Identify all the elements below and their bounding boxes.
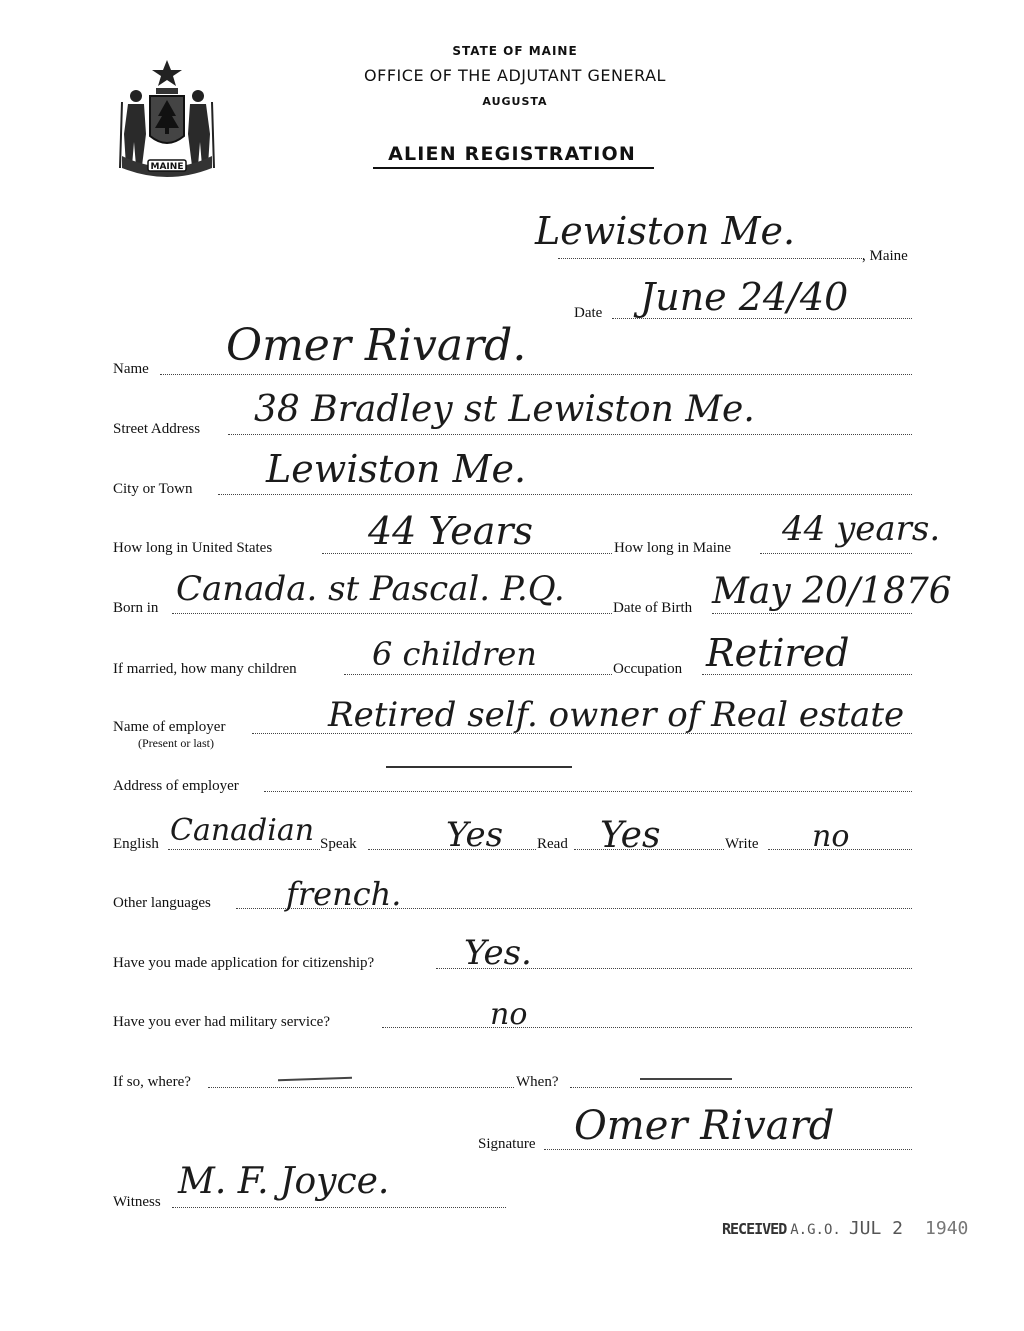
svg-text:MAINE: MAINE (150, 162, 184, 172)
us-duration-dotted-line (322, 553, 612, 554)
header-state: STATE OF MAINE (452, 44, 578, 58)
street-value: 38 Bradley st Lewiston Me. (254, 389, 755, 430)
employer-address-label: Address of employer (113, 778, 239, 794)
military-label: Have you ever had military service? (113, 1014, 330, 1030)
name-dotted-line (160, 374, 912, 375)
born-value: Canada. st Pascal. P.Q. (176, 569, 565, 609)
street-dotted-line (228, 434, 912, 435)
employer-value: Retired self. owner of Real estate (328, 695, 905, 735)
children-dotted-line (344, 674, 612, 675)
write-value: no (812, 819, 850, 854)
stamp-date: JUL 2 (848, 1218, 904, 1239)
when-dash-mark (640, 1078, 732, 1080)
write-label: Write (725, 836, 759, 852)
form-title: ALIEN REGISTRATION (388, 143, 636, 165)
military-dotted-line (382, 1027, 912, 1028)
occupation-value: Retired (706, 631, 850, 675)
date-label: Date (574, 305, 603, 321)
witness-value: M. F. Joyce. (178, 1161, 390, 1202)
place-dotted-line (558, 258, 864, 259)
where-dash-mark (278, 1077, 352, 1082)
signature-dotted-line (544, 1149, 912, 1150)
where-label: If so, where? (113, 1074, 191, 1090)
street-label: Street Address (113, 421, 201, 437)
header-office: OFFICE OF THE ADJUTANT GENERAL (364, 66, 666, 85)
employer-sublabel: (Present or last) (138, 736, 214, 750)
english-label: English (113, 836, 159, 852)
other-languages-value: french. (286, 875, 402, 913)
maine-duration-value: 44 years. (782, 509, 941, 549)
name-label: Name (113, 361, 149, 377)
occupation-label: Occupation (613, 661, 683, 677)
english-value: Canadian (170, 813, 315, 848)
signature-value: Omer Rivard (574, 1103, 835, 1149)
city-label: City or Town (113, 481, 193, 497)
dob-label: Date of Birth (613, 600, 693, 616)
speak-label: Speak (320, 836, 357, 852)
date-value: June 24/40 (640, 275, 849, 319)
us-duration-label: How long in United States (113, 540, 273, 556)
maine-duration-label: How long in Maine (614, 540, 732, 556)
speak-value: Yes (446, 815, 504, 855)
other-languages-label: Other languages (113, 895, 211, 911)
when-dotted-line (570, 1087, 912, 1088)
employer-address-dotted-line (264, 791, 912, 792)
children-label: If married, how many children (113, 661, 297, 677)
read-value: Yes (600, 815, 661, 856)
place-value: Lewiston Me. (535, 209, 796, 253)
dob-value: May 20/1876 (712, 571, 952, 612)
dob-dotted-line (712, 613, 912, 614)
stamp-received: RECEIVED (722, 1220, 787, 1238)
place-suffix-label: , Maine (862, 248, 908, 264)
name-value: Omer Rivard. (226, 320, 527, 371)
citizenship-label: Have you made application for citizenship? (113, 955, 375, 971)
witness-label: Witness (113, 1194, 161, 1210)
read-label: Read (537, 836, 568, 852)
born-dotted-line (172, 613, 612, 614)
us-duration-value: 44 Years (368, 509, 534, 553)
where-dotted-line (208, 1087, 514, 1088)
employer-underline (386, 766, 572, 768)
military-value: no (490, 997, 528, 1032)
stamp-office: A.G.O. (790, 1222, 841, 1238)
header-city: AUGUSTA (482, 95, 548, 108)
when-label: When? (516, 1074, 559, 1090)
english-dotted-line (168, 849, 320, 850)
witness-dotted-line (172, 1207, 506, 1208)
title-underline (373, 167, 654, 169)
received-stamp (722, 1218, 968, 1239)
city-dotted-line (218, 494, 912, 495)
born-label: Born in (113, 600, 159, 616)
signature-label: Signature (478, 1136, 536, 1152)
children-value: 6 children (372, 635, 537, 673)
stamp-year: 1940 (925, 1218, 969, 1239)
city-value: Lewiston Me. (266, 447, 527, 491)
citizenship-value: Yes. (464, 933, 532, 973)
employer-label: Name of employer (113, 719, 226, 735)
maine-duration-dotted-line (760, 553, 912, 554)
